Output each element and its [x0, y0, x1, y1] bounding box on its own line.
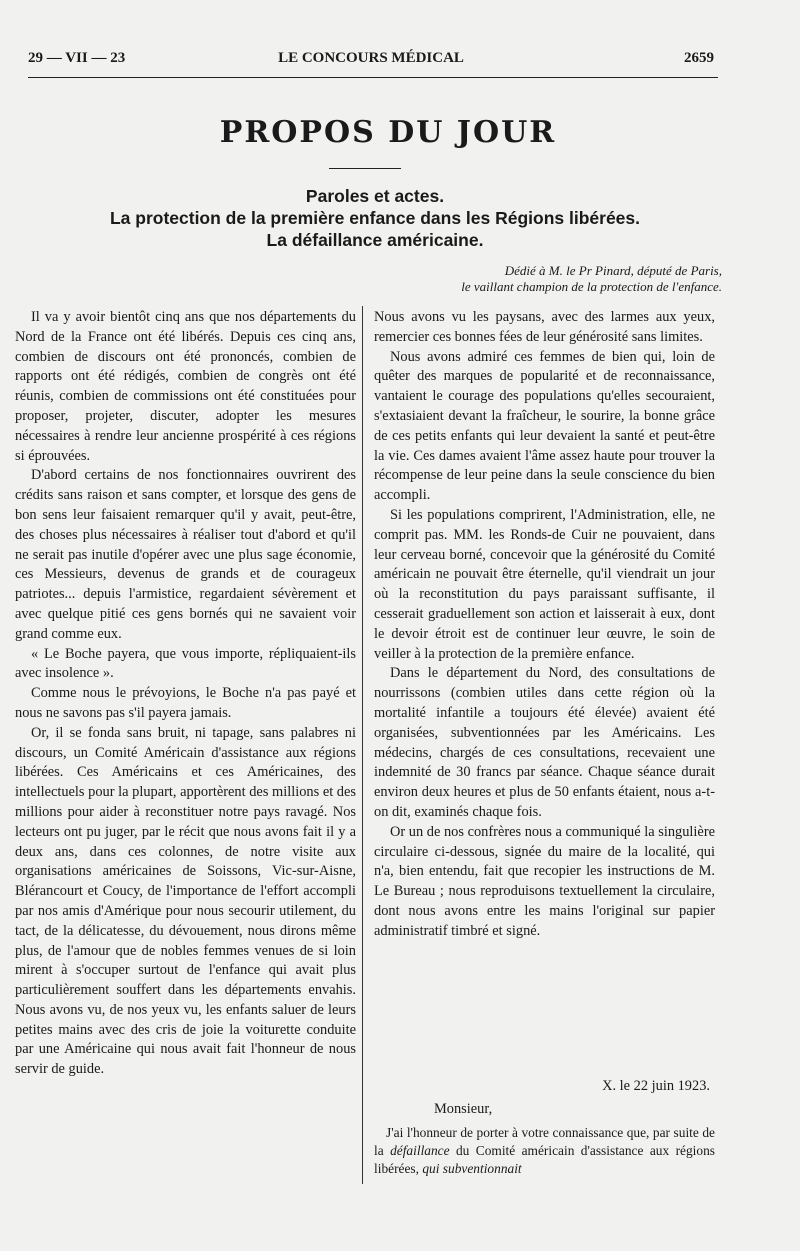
paragraph: D'abord certains de nos fonctionnaires ouvrirent des crédits sans raison et sans compter, et lorsque des gens de bon sens leur faisaient remarquer qu'il y avait, peut-être, des choses plus nécessaires à réaliser tout d'abord et qu'il ne serait pas inutile d'opérer avec une plus sage économie, ces Messieurs, devenus de grands et de courageux patriotes... depuis l'armistice, regardaient sévèrement et avec quelque pitié ces gens bornés qui ne savaient voir grand comme eux.	[15, 467, 356, 642]
paragraph: Dans le département du Nord, des consultations de nourrissons (combien utiles dans cette région où la mortalité infantile a toujours été élevée) avaient été organisées, subventionnées par les Américains. Les médecins, chargés de ces consultations, recevaient une indemnité de 30 francs par séance. Chaque séance durait environ deux heures et plus de 50 enfants étaient, nous a-t-on dit, examinés chaque fois.	[374, 665, 715, 820]
letter-salutation: Monsieur,	[434, 1101, 493, 1117]
header-date: 29 — VII — 23	[28, 50, 126, 66]
title-rule	[329, 168, 401, 169]
running-header	[28, 50, 714, 72]
paragraph: Si les populations comprirent, l'Administration, elle, ne comprit pas. MM. les Ronds-de Cuir ne pouvaient, dans leur cerveau borné, concevoir que la générosité du Comité américain ne pouvait être éternelle, qu'il viendrait un jour où la reconstitution du pays paraissant suffisante, il cesserait graduellement son action et laisserait à eux, dont le devoir étroit est de continuer leur œuvre, le soin de veiller à la protection de la première enfance.	[374, 506, 715, 662]
headline-3: La défaillance américaine.	[266, 230, 484, 250]
letter-emphasis: défaillance	[390, 1143, 450, 1158]
letter-text: du Comité américain d'assistance aux régions libérées,	[374, 1143, 716, 1176]
paragraph: Nous avons vu les paysans, avec des larmes aux yeux, remercier ces bonnes fées de leur générosité sans limites.	[374, 309, 715, 345]
letter-body	[374, 1124, 715, 1178]
headline-1: Paroles et actes.	[305, 186, 445, 206]
column-divider	[362, 306, 363, 1184]
letter-text: J'ai l'honneur de porter à votre connaissance que, par suite de la	[374, 1125, 715, 1158]
headline-2: La protection de la première enfance dans les Régions libérées.	[109, 208, 641, 228]
dedication	[461, 263, 722, 295]
paragraph: Il va y avoir bientôt cinq ans que nos départements du Nord de la France ont été libérés. Depuis ces cinq ans, combien de discours ont été prononcés, combien de rapports ont été rédigés, combien de congrès ont été réunis, combien de commissions ont été constituées pour proposer, projeter, discuter, adopter les mesures nécessaires à rendre leur ancienne prospérité à ces régions si éprouvées.	[15, 309, 356, 464]
header-rule	[28, 77, 718, 78]
left-column	[15, 308, 356, 1080]
right-column	[374, 308, 715, 942]
paragraph: Comme nous le prévoyions, le Boche n'a pas payé et nous ne savons pas s'il payera jamais.	[15, 685, 356, 721]
letter-paragraph	[374, 1124, 715, 1178]
section-title: PROPOS DU JOUR	[219, 115, 557, 150]
letter-date: X. le 22 juin 1923.	[602, 1078, 710, 1094]
paragraph: Or un de nos confrères nous a communiqué la singulière circulaire ci-dessous, signée du maire de la localité, qui n'a, bien entendu, fait que recopier les instructions de M. Le Bureau ; nous reproduisons textuellement la circulaire, dont nous avons entre les mains l'original sur papier administratif timbré et signé.	[374, 823, 715, 939]
page-number: 2659	[684, 50, 714, 66]
article-headlines	[30, 185, 720, 251]
paragraph: Nous avons admiré ces femmes de bien qui, loin de quêter des marques de popularité et de reconnaissance, vantaient le courage des populations qu'elles secouraient, s'extasiaient devant la fraîcheur, le sourire, la bonne grâce de ces petits enfants qui leur devaient la santé et peut-être la vie. Ces dames avaient l'âme assez haute pour trouver la récompense de leur peine dans la seule conscience du bien accompli.	[374, 348, 715, 504]
journal-title: LE CONCOURS MÉDICAL	[278, 50, 464, 66]
dedication-line-1: Dédié à M. le Pr Pinard, député de Paris,	[504, 263, 722, 278]
dedication-line-2: le vaillant champion de la protection de l'enfance.	[461, 279, 722, 294]
letter-emphasis: qui subventionnait	[422, 1161, 522, 1176]
paragraph: Or, il se fonda sans bruit, ni tapage, sans palabres ni discours, un Comité Américain d'assistance aux régions libérées. Ces Américains et ces Américaines, des intellectuels pour la plupart, apportèrent des millions et des millions pour aider à reconstituer notre pays ravagé. Nos lecteurs ont pu juger, par le récit que nous avons fait il y a deux ans, dans ces colonnes, de notre visite aux organisations américaines de Soissons, Vic-sur-Aisne, Blérancourt et Coucy, de l'importance de l'effort accompli par nos amis d'Amérique pour nous secourir utilement, du tact, de la délicatesse, du dévouement, nous dirons même plus, de l'amour que de nobles femmes venues de si loin mirent à s'occuper surtout de l'enfance qui avait plus particulièrement souffert dans les départements envahis. Nous avons vu, de nos yeux vu, les enfants saluer de leurs petites mains avec des cris de joie la voiturette conduite par une Américaine qui nous avait fait l'honneur de nous servir de guide.	[15, 724, 356, 1078]
paragraph: « Le Boche payera, que vous importe, répliquaient-ils avec insolence ».	[15, 645, 356, 682]
